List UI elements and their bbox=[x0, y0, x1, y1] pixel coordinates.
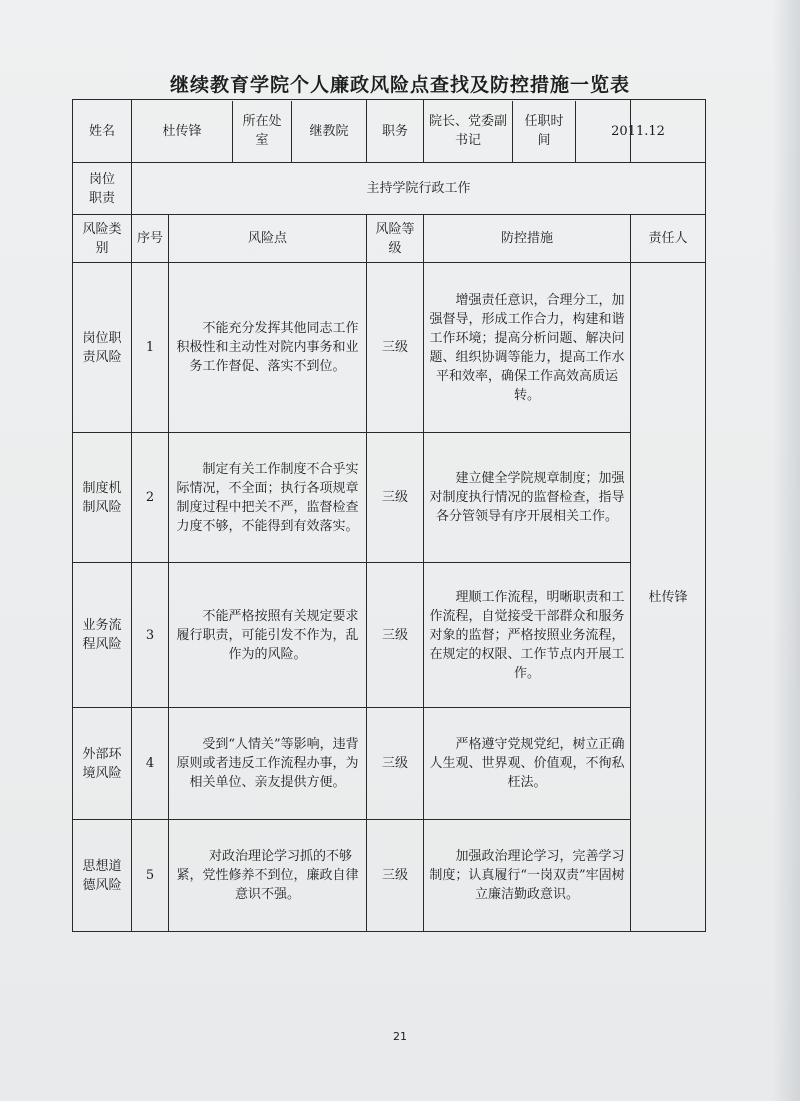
position-value: 院长、党委副书记 bbox=[424, 101, 513, 162]
row-measures: 加强政治理论学习，完善学习制度；认真履行“一岗双责”牢固树立廉洁勤政意识。 bbox=[424, 820, 631, 932]
row-seq: 1 bbox=[132, 263, 169, 433]
name-label: 姓名 bbox=[73, 100, 132, 163]
row-risk: 不能充分发挥其他同志工作积极性和主动性对院内事务和业务工作督促、落实不到位。 bbox=[169, 263, 367, 433]
responsible-person: 杜传锋 bbox=[631, 263, 706, 932]
table-row bbox=[73, 820, 706, 932]
row-level: 三级 bbox=[367, 820, 424, 932]
dept-label: 所在处室 bbox=[233, 101, 292, 162]
row-seq: 2 bbox=[132, 433, 169, 563]
row-seq: 5 bbox=[132, 820, 169, 932]
term-value: 2011.12 bbox=[631, 100, 706, 163]
row-category: 业务流程风险 bbox=[73, 563, 132, 708]
position-and-term-cell bbox=[424, 100, 631, 163]
duty-value: 主持学院行政工作 bbox=[132, 163, 706, 215]
row-measures: 建立健全学院规章制度；加强对制度执行情况的监督检查，指导各分管领导有序开展相关工作。 bbox=[424, 433, 631, 563]
row-category: 制度机制风险 bbox=[73, 433, 132, 563]
row-level: 三级 bbox=[367, 263, 424, 433]
table-row bbox=[73, 263, 706, 433]
risk-table bbox=[72, 99, 706, 932]
page-number: 21 bbox=[393, 1030, 407, 1043]
name-value: 杜传锋 bbox=[132, 101, 233, 162]
row-risk: 对政治理论学习抓的不够紧，党性修养不到位，廉政自律意识不强。 bbox=[169, 820, 367, 932]
col-responsible: 责任人 bbox=[631, 215, 706, 263]
row-measures: 增强责任意识，合理分工，加强督导，形成工作合力，构建和谐工作环境；提高分析问题、解决问题、组织协调等能力，提高工作水平和效率，确保工作高效高质运转。 bbox=[424, 263, 631, 433]
row-level: 三级 bbox=[367, 708, 424, 820]
row-category: 思想道德风险 bbox=[73, 820, 132, 932]
row-seq: 3 bbox=[132, 563, 169, 708]
table-row bbox=[73, 708, 706, 820]
row-seq: 4 bbox=[132, 708, 169, 820]
row-measures: 严格遵守党规党纪，树立正确人生观、世界观、价值观，不徇私枉法。 bbox=[424, 708, 631, 820]
row-level: 三级 bbox=[367, 433, 424, 563]
row-risk: 受到“人情关”等影响，违背原则或者违反工作流程办事，为相关单位、亲友提供方便。 bbox=[169, 708, 367, 820]
dept-value: 继教院 bbox=[309, 123, 349, 139]
col-seq: 序号 bbox=[132, 215, 169, 263]
row-risk: 不能严格按照有关规定要求履行职责，可能引发不作为，乱作为的风险。 bbox=[169, 563, 367, 708]
name-and-dept-cell bbox=[132, 100, 367, 163]
table-row bbox=[73, 433, 706, 563]
table-row bbox=[73, 563, 706, 708]
row-category: 外部环境风险 bbox=[73, 708, 132, 820]
row-measures: 理顺工作流程，明晰职责和工作流程，自觉接受干部群众和服务对象的监督；严格按照业务流程，在规定的权限、工作节点内开展工作。 bbox=[424, 563, 631, 708]
col-measures: 防控措施 bbox=[424, 215, 631, 263]
position-label: 职务 bbox=[367, 100, 424, 163]
header-info-row bbox=[73, 100, 706, 163]
page-edge-shadow bbox=[772, 0, 800, 1101]
term-label: 任职时间 bbox=[513, 101, 576, 162]
row-level: 三级 bbox=[367, 563, 424, 708]
document-title: 继续教育学院个人廉政风险点查找及防控措施一览表 bbox=[169, 74, 630, 96]
duty-row bbox=[73, 163, 706, 215]
duty-label: 岗位职责 bbox=[73, 163, 132, 215]
col-level: 风险等级 bbox=[367, 215, 424, 263]
col-risk: 风险点 bbox=[169, 215, 367, 263]
row-category: 岗位职责风险 bbox=[73, 263, 132, 433]
column-header-row bbox=[73, 215, 706, 263]
col-category: 风险类别 bbox=[73, 215, 132, 263]
row-risk: 制定有关工作制度不合乎实际情况，不全面；执行各项规章制度过程中把关不严，监督检查力度不够，不能得到有效落实。 bbox=[169, 433, 367, 563]
